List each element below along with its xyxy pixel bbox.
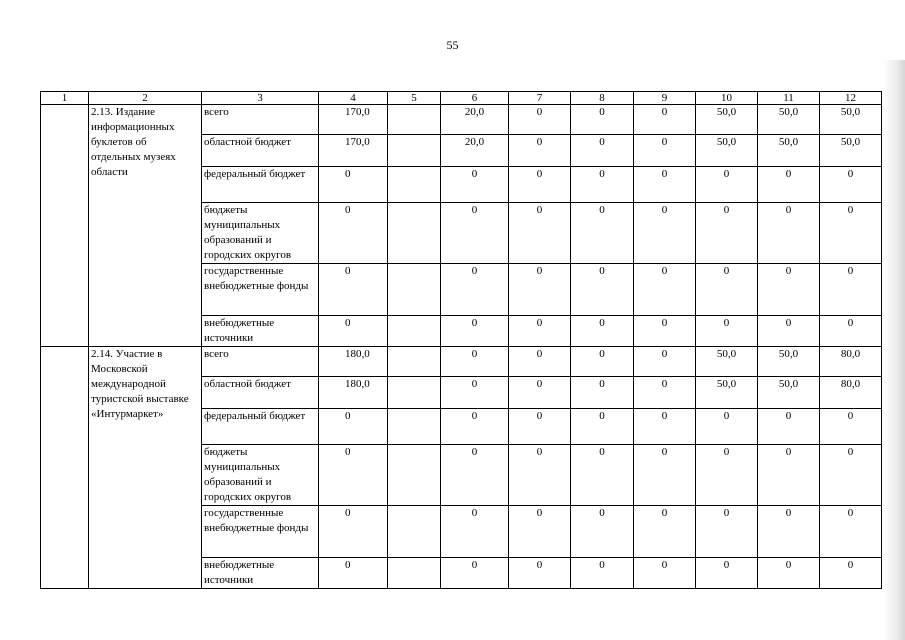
value-cell: 0: [571, 347, 634, 377]
value-cell: 0: [696, 264, 758, 316]
value-cell: 0: [571, 135, 634, 167]
value-cell: [388, 203, 441, 264]
page-number: 55: [446, 38, 459, 52]
value-cell: 0: [634, 316, 696, 347]
value-cell: 0: [509, 105, 571, 135]
value-cell: 0: [634, 409, 696, 445]
budget-table: [40, 91, 882, 589]
value-cell: 0: [509, 558, 571, 589]
value-cell: 0: [758, 316, 820, 347]
value-cell: [388, 316, 441, 347]
value-cell: 0: [820, 264, 882, 316]
value-cell: 0: [634, 506, 696, 558]
value-cell: 0: [441, 347, 509, 377]
value-cell: 0: [571, 203, 634, 264]
value-cell: 0: [696, 203, 758, 264]
value-cell: 0: [441, 264, 509, 316]
value-cell: 0: [319, 316, 388, 347]
value-cell: 0: [696, 558, 758, 589]
value-cell: 0: [571, 558, 634, 589]
value-cell: 180,0: [319, 347, 388, 377]
value-cell: 0: [509, 135, 571, 167]
value-cell: 50,0: [820, 105, 882, 135]
value-cell: [388, 264, 441, 316]
value-cell: 0: [571, 445, 634, 506]
funding-source: федеральный бюджет: [202, 167, 319, 203]
value-cell: 0: [758, 558, 820, 589]
value-cell: 0: [634, 445, 696, 506]
value-cell: 0: [509, 167, 571, 203]
value-cell: 0: [758, 264, 820, 316]
value-cell: 0: [696, 316, 758, 347]
value-cell: 0: [696, 445, 758, 506]
column-number-header: 11: [758, 92, 820, 105]
value-cell: [388, 377, 441, 409]
value-cell: 50,0: [696, 105, 758, 135]
column-number-header: 7: [509, 92, 571, 105]
value-cell: 0: [441, 445, 509, 506]
value-cell: 0: [820, 167, 882, 203]
value-cell: 0: [571, 377, 634, 409]
column-number-header: 6: [441, 92, 509, 105]
value-cell: 0: [696, 506, 758, 558]
scan-edge-shadow: [883, 60, 905, 640]
table-row: [41, 347, 882, 377]
value-cell: 50,0: [696, 377, 758, 409]
value-cell: 50,0: [758, 135, 820, 167]
value-cell: 180,0: [319, 377, 388, 409]
column-number-header: 10: [696, 92, 758, 105]
table-row: [41, 105, 882, 135]
value-cell: 0: [441, 558, 509, 589]
value-cell: 0: [319, 203, 388, 264]
value-cell: 0: [319, 264, 388, 316]
value-cell: 0: [509, 347, 571, 377]
value-cell: 0: [509, 316, 571, 347]
value-cell: 0: [571, 167, 634, 203]
value-cell: 0: [634, 167, 696, 203]
value-cell: 50,0: [758, 347, 820, 377]
value-cell: 0: [441, 167, 509, 203]
value-cell: [388, 445, 441, 506]
value-cell: 20,0: [441, 105, 509, 135]
value-cell: 0: [441, 316, 509, 347]
measure-title: 2.13. Издание информационных буклетов об отдельных музеях области: [89, 105, 202, 347]
value-cell: 50,0: [696, 135, 758, 167]
value-cell: 0: [441, 203, 509, 264]
value-cell: 0: [634, 347, 696, 377]
column-number-header: 9: [634, 92, 696, 105]
value-cell: 0: [509, 203, 571, 264]
value-cell: 0: [820, 445, 882, 506]
measure-title: 2.14. Участие в Московской международной туристской выставке «Интурмаркет»: [89, 347, 202, 589]
value-cell: 0: [509, 264, 571, 316]
value-cell: 0: [571, 316, 634, 347]
value-cell: [388, 409, 441, 445]
value-cell: 0: [509, 445, 571, 506]
value-cell: 0: [571, 105, 634, 135]
value-cell: 0: [319, 558, 388, 589]
value-cell: 170,0: [319, 105, 388, 135]
value-cell: 0: [820, 409, 882, 445]
value-cell: [388, 167, 441, 203]
column-number-header: 4: [319, 92, 388, 105]
funding-source: бюджеты муниципальных образований и городских округов: [202, 445, 319, 506]
value-cell: 0: [634, 135, 696, 167]
value-cell: 0: [696, 167, 758, 203]
value-cell: 0: [634, 558, 696, 589]
column-number-header: 8: [571, 92, 634, 105]
value-cell: 0: [509, 377, 571, 409]
value-cell: 0: [441, 506, 509, 558]
funding-source: федеральный бюджет: [202, 409, 319, 445]
value-cell: 0: [441, 409, 509, 445]
funding-source: государственные внебюджетные фонды: [202, 506, 319, 558]
value-cell: 0: [571, 264, 634, 316]
row-number-cell: [41, 347, 89, 589]
value-cell: 0: [758, 167, 820, 203]
column-number-header: 3: [202, 92, 319, 105]
value-cell: [388, 347, 441, 377]
value-cell: 0: [509, 506, 571, 558]
value-cell: 0: [634, 377, 696, 409]
value-cell: 0: [634, 203, 696, 264]
value-cell: 0: [441, 377, 509, 409]
column-number-header: 1: [41, 92, 89, 105]
funding-source: внебюджетные источники: [202, 316, 319, 347]
value-cell: 0: [758, 409, 820, 445]
funding-source: всего: [202, 105, 319, 135]
row-number-cell: [41, 105, 89, 347]
funding-source: всего: [202, 347, 319, 377]
value-cell: 0: [820, 203, 882, 264]
value-cell: 80,0: [820, 377, 882, 409]
value-cell: 170,0: [319, 135, 388, 167]
value-cell: 80,0: [820, 347, 882, 377]
column-number-header: 2: [89, 92, 202, 105]
value-cell: 0: [571, 506, 634, 558]
value-cell: [388, 105, 441, 135]
value-cell: 0: [509, 409, 571, 445]
value-cell: [388, 506, 441, 558]
value-cell: 0: [820, 506, 882, 558]
value-cell: 50,0: [758, 377, 820, 409]
value-cell: 0: [820, 316, 882, 347]
value-cell: 0: [319, 506, 388, 558]
value-cell: 0: [758, 203, 820, 264]
value-cell: 0: [319, 445, 388, 506]
column-number-header: 5: [388, 92, 441, 105]
funding-source: бюджеты муниципальных образований и городских округов: [202, 203, 319, 264]
header-row: [41, 92, 882, 105]
value-cell: 0: [758, 445, 820, 506]
value-cell: 0: [319, 409, 388, 445]
funding-source: областной бюджет: [202, 135, 319, 167]
value-cell: 0: [634, 105, 696, 135]
value-cell: 50,0: [758, 105, 820, 135]
value-cell: [388, 135, 441, 167]
value-cell: [388, 558, 441, 589]
value-cell: 0: [634, 264, 696, 316]
value-cell: 0: [758, 506, 820, 558]
value-cell: 50,0: [696, 347, 758, 377]
column-number-header: 12: [820, 92, 882, 105]
funding-source: внебюджетные источники: [202, 558, 319, 589]
value-cell: 50,0: [820, 135, 882, 167]
funding-source: государственные внебюджетные фонды: [202, 264, 319, 316]
value-cell: 0: [319, 167, 388, 203]
value-cell: 0: [696, 409, 758, 445]
funding-source: областной бюджет: [202, 377, 319, 409]
value-cell: 20,0: [441, 135, 509, 167]
value-cell: 0: [571, 409, 634, 445]
value-cell: 0: [820, 558, 882, 589]
